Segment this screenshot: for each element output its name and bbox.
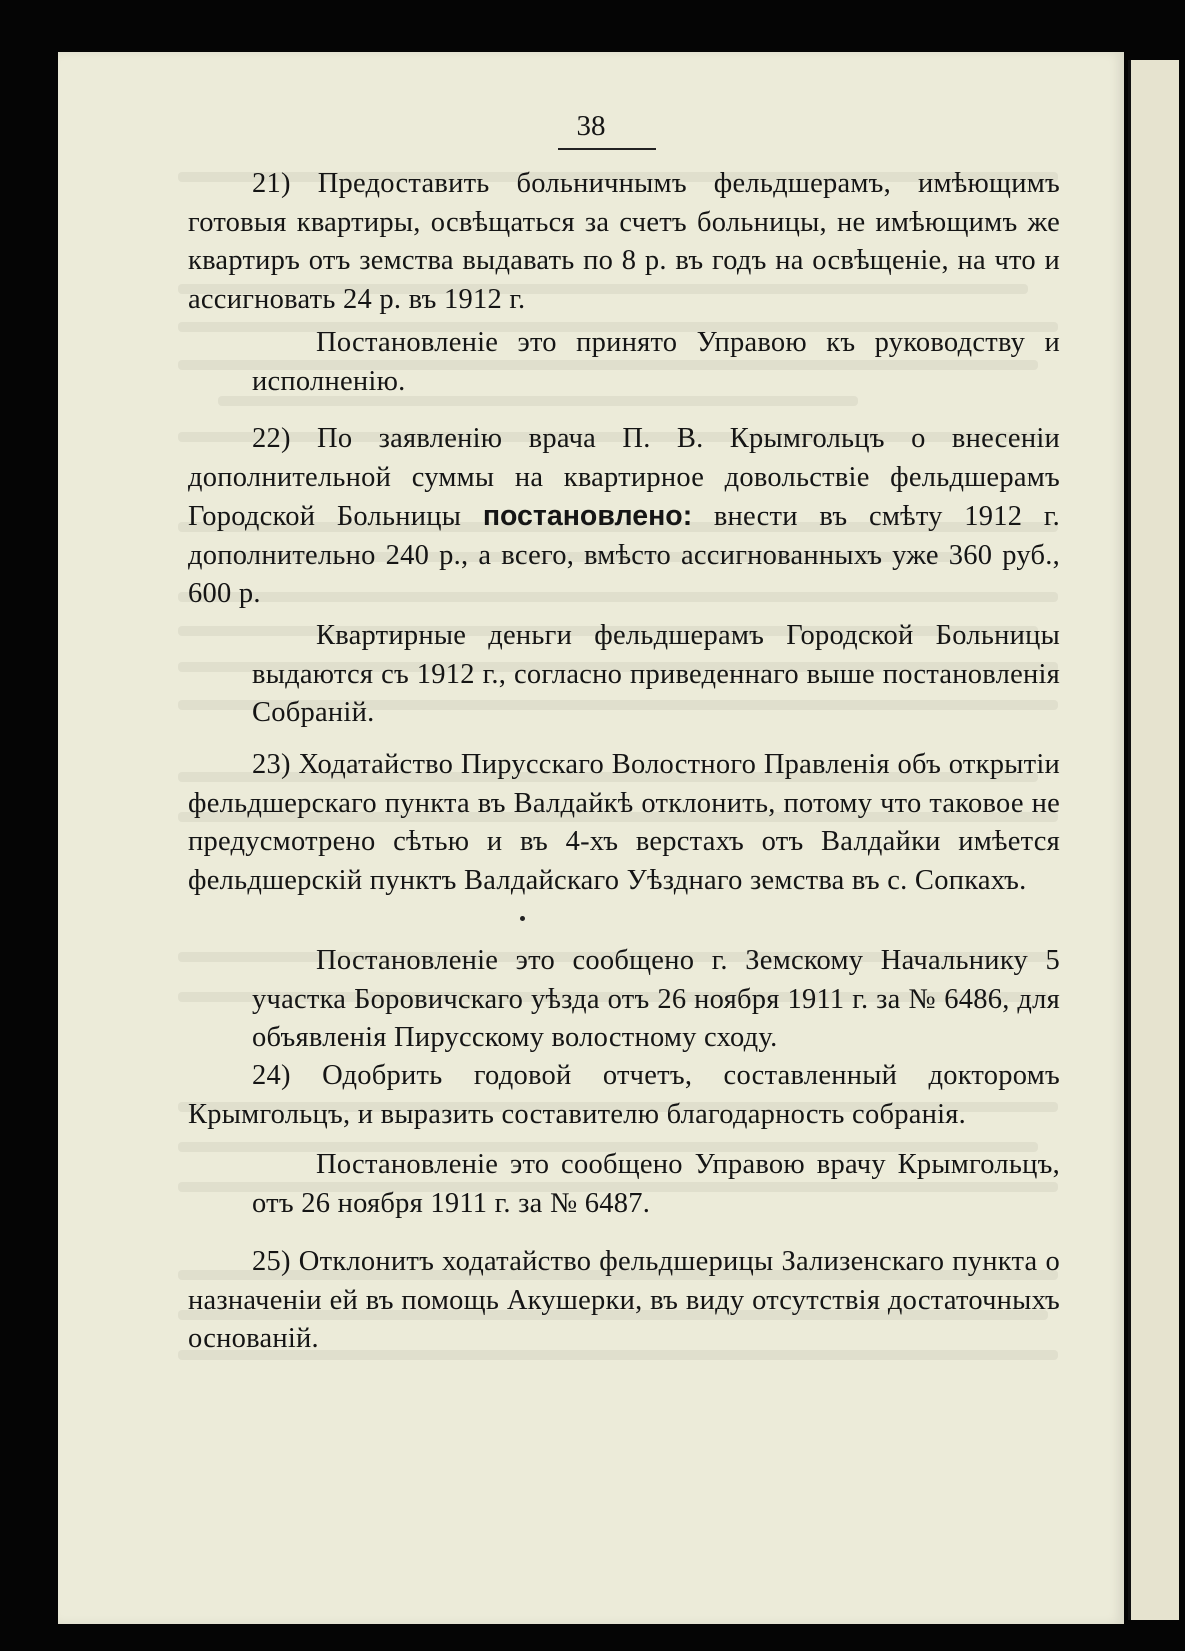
paragraph-23-resolution: Постановленіе это сообщено г. Земскому Начальнику 5 участка Боровичскаго уѣзда отъ 26 ноября 1911 г. за № 6486, для объявленія Пирусскому волостному сходу. [252,945,1060,1053]
document-page [58,52,1124,1624]
paragraph-22-note: Квартирные деньги фельдшерамъ Городской Больницы выдаются съ 1912 г., согласно приведеннаго выше постановленія Собраній. [252,620,1060,728]
page-number: 38 [576,110,606,142]
paragraph-22 [188,420,1060,614]
paragraph-24-resolution: Постановленіе это сообщено Управою врачу Крымгольцъ, отъ 26 ноября 1911 г. за № 6487. [252,1149,1060,1219]
stray-ink-dot [520,916,525,921]
paragraph-22-text-before: 22) По заявленію врача П. В. Крымгольцъ о внесеніи дополнительной суммы на квартирное довольствіе фельдшерамъ Городской Больницы [188,423,1060,532]
adjacent-page-edge [1128,60,1179,1620]
paragraph-21-resolution: Постановленіе это принято Управою къ руководству и исполненію. [252,327,1060,397]
paragraph-21: 21) Предоставить больничнымъ фельдшерамъ, имѣющимъ готовыя квартиры, освѣщаться за счетъ больницы, не имѣющимъ же квартиръ отъ земства выдавать по 8 р. въ годъ на освѣщеніе, на что и ассигновать 24 р. въ 1912 г. [188,168,1060,315]
paragraph-24: 24) Одобрить годовой отчетъ, составленный докторомъ Крымгольцъ, и выразить составителю благодарность собранія. [188,1060,1060,1130]
resolved-keyword: постановлено: [482,500,693,532]
paragraph-23: 23) Ходатайство Пирусскаго Волостного Правленія объ открытіи фельдшерскаго пункта въ Валдайкѣ отклонить, потому что таковое не предусмотрено сѣтью и въ 4-хъ верстахъ отъ Валдайки имѣется фельдшерскій пунктъ Валдайскаго Уѣзднаго земства въ с. Сопкахъ. [188,749,1060,896]
paragraph-22-text-after: внести въ смѣту 1912 г. дополнительно 240 р., а всего, вмѣсто ассигнованныхъ уже 360 руб., 600 р. [188,501,1061,609]
paragraph-25: 25) Отклонитъ ходатайство фельдшерицы Зализенскаго пункта о назначеніи ей въ помощь Акушерки, въ виду отсутствія достаточныхъ основаній. [188,1246,1060,1354]
page-number-rule [558,148,656,150]
